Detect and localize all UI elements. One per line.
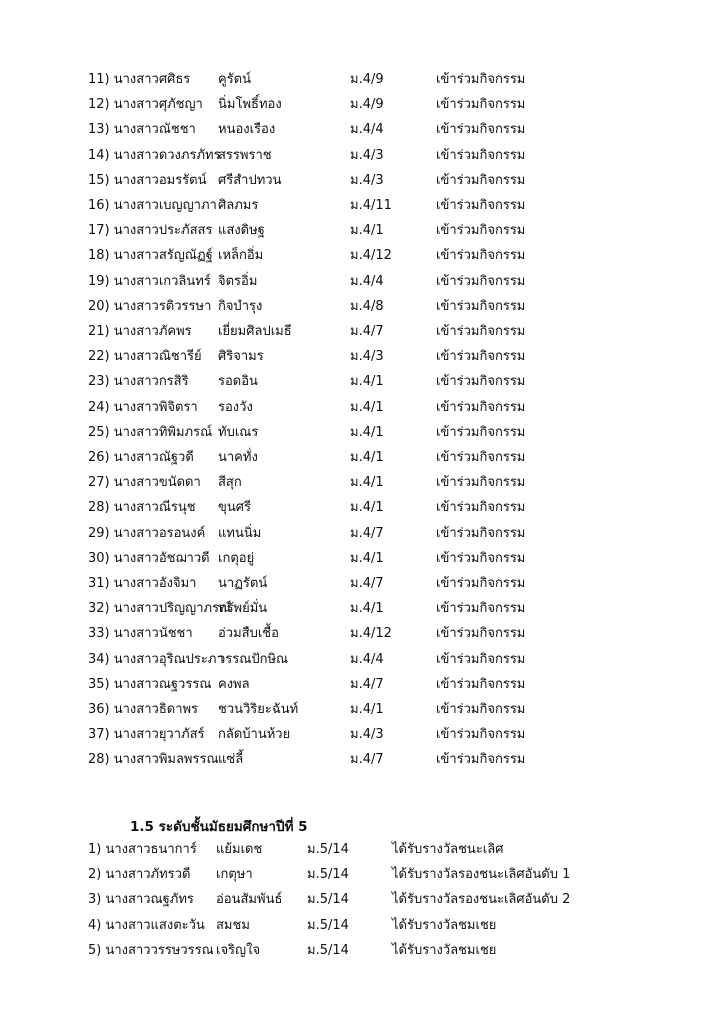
list-row [0,939,724,963]
row-result: เข้าร่วมกิจกรรม [436,399,526,415]
row-class: ม.4/7 [350,676,384,692]
row-number-name: 28) นางสาวพิมลพรรณ [88,752,219,768]
list-row [0,370,724,394]
list-row [0,496,724,520]
row-result: ได้รับรางวัลชมเชย [392,917,497,933]
list-row [0,270,724,294]
row-result: เข้าร่วมกิจกรรม [436,198,526,213]
row-result: เข้าร่วมกิจกรรม [436,147,526,163]
row-result: เข้าร่วมกิจกรรม [436,172,526,188]
list-row [0,421,724,445]
row-number-name: 15) นางสาวอมรรัตน์ [88,172,207,188]
row-surname: เกตุษา [216,867,253,883]
row-surname: ศิริจามร [218,349,264,365]
row-number-name: 31) นางสาวอังจิมา [88,576,197,591]
row-class: ม.4/1 [350,550,384,566]
row-result: เข้าร่วมกิจกรรม [436,122,526,138]
row-class: ม.4/12 [350,626,392,642]
list-row [0,723,724,747]
list-row [0,572,724,596]
list-row [0,838,724,862]
row-result: เข้าร่วมกิจกรรม [436,525,526,541]
row-class: ม.4/3 [350,727,384,743]
row-result: เข้าร่วมกิจกรรม [436,72,526,87]
row-number-name: 22) นางสาวณิชารีย์ [88,349,202,365]
row-number-name: 36) นางสาวธิดาพร [88,702,199,717]
list-row [0,748,724,772]
row-number-name: 1) นางสาวธนาการ์ [88,842,197,857]
list-row [0,522,724,546]
row-number-name: 4) นางสาวแสงตะวัน [88,917,205,933]
row-surname: เหล็กอิ่ม [218,248,264,264]
row-class: ม.4/4 [350,651,384,667]
row-number-name: 34) นางสาวอุริณประภา [88,651,224,667]
list-row [0,547,724,571]
row-surname: อ่วมสืบเชื้อ [218,626,279,642]
row-number-name: 27) นางสาวขนัดดา [88,475,201,491]
list-row [0,93,724,117]
row-surname: ชวนวิริยะฉันท์ [218,702,299,717]
list-row [0,396,724,420]
row-surname: จิตรอิ่ม [218,273,258,289]
row-number-name: 26) นางสาวณัฐวดี [88,450,194,465]
row-number-name: 32) นางสาวปริญญาภรณ์ [88,601,232,617]
row-number-name: 5) นางสาววรรษวรรณ [88,942,214,958]
row-class: ม.5/14 [307,867,349,883]
row-number-name: 21) นางสาวภัคพร [88,324,192,339]
row-surname: รองวัง [218,399,253,415]
row-class: ม.5/14 [307,942,349,958]
row-class: ม.4/11 [350,198,392,213]
row-result: ได้รับรางวัลชมเชย [392,942,497,958]
row-surname: คูรัตน์ [218,72,252,87]
row-number-name: 30) นางสาวอัชฌาวดี [88,550,210,566]
row-surname: กิจบำรุง [218,298,263,314]
row-surname: สีสุก [218,475,242,491]
row-class: ม.4/1 [350,374,384,390]
list-row [0,863,724,887]
row-surname: แทนนิ่ม [218,525,262,541]
row-class: ม.4/3 [350,147,384,163]
list-row [0,68,724,92]
list-row [0,118,724,142]
row-result: ได้รับรางวัลรองชนะเลิศอันดับ 2 [392,892,571,908]
row-surname: เกตุอยู่ [218,550,255,566]
row-class: ม.4/1 [350,223,384,239]
row-number-name: 20) นางสาวรติวรรษา [88,298,212,314]
row-number-name: 28) นางสาวณีรนุช [88,500,196,516]
row-result: เข้าร่วมกิจกรรม [436,97,526,113]
row-class: ม.4/7 [350,576,384,591]
row-class: ม.4/9 [350,72,384,87]
row-number-name: 23) นางสาวกรสิริ [88,374,189,390]
list-row [0,622,724,646]
row-result: เข้าร่วมกิจกรรม [436,676,526,692]
row-number-name: 37) นางสาวยุวาภัสร์ [88,727,205,743]
row-result: เข้าร่วมกิจกรรม [436,601,526,617]
row-surname: นิ่มโพธิ์ทอง [218,97,282,113]
row-class: ม.4/1 [350,702,384,717]
row-number-name: 16) นางสาวเบญญาภา [88,198,217,213]
row-result: เข้าร่วมกิจกรรม [436,374,526,390]
row-surname: แสงดิษฐ [218,223,265,239]
row-result: ได้รับรางวัลชนะเลิศ [392,842,504,857]
row-class: ม.4/1 [350,450,384,465]
row-result: เข้าร่วมกิจกรรม [436,223,526,239]
row-surname: ขุนศรี [218,500,252,516]
row-class: ม.5/14 [307,842,349,857]
row-result: เข้าร่วมกิจกรรม [436,752,526,768]
row-surname: ศิลภมร [218,198,259,213]
list-row [0,295,724,319]
row-number-name: 18) นางสาวสรัญณัฏฐ์ [88,248,213,264]
row-number-name: 11) นางสาวศศิธร [88,72,191,87]
row-class: ม.4/1 [350,500,384,516]
list-row [0,648,724,672]
row-result: เข้าร่วมกิจกรรม [436,248,526,264]
list-row [0,698,724,722]
list-row [0,888,724,912]
list-row [0,345,724,369]
row-result: เข้าร่วมกิจกรรม [436,550,526,566]
row-class: ม.4/3 [350,172,384,188]
section-heading: 1.5 ระดับชั้นมัธยมศึกษาปีที่ 5 [130,819,308,835]
row-number-name: 29) นางสาวอรอนงค์ [88,525,206,541]
row-result: ได้รับรางวัลรองชนะเลิศอันดับ 1 [392,867,571,883]
row-class: ม.4/4 [350,273,384,289]
row-surname: แย้มเดช [216,842,263,857]
row-number-name: 3) นางสาวณฐภัทร [88,892,194,908]
row-surname: หนองเรือง [218,122,276,138]
row-number-name: 33) นางสาวนัชชา [88,626,193,642]
row-number-name: 2) นางสาวภัทรวดี [88,867,191,883]
row-number-name: 25) นางสาวทิพิมภรณ์ [88,424,213,440]
row-surname: ทรัพย์มั่น [218,601,268,617]
row-surname: เยี่ยมศิลปเมธี [218,324,292,339]
row-class: ม.4/7 [350,525,384,541]
row-class: ม.4/1 [350,475,384,491]
row-class: ม.4/8 [350,298,384,314]
row-result: เข้าร่วมกิจกรรม [436,298,526,314]
list-row [0,169,724,193]
row-class: ม.4/9 [350,97,384,113]
row-result: เข้าร่วมกิจกรรม [436,576,526,591]
row-number-name: 12) นางสาวศุภัชญา [88,97,203,113]
list-row [0,194,724,218]
row-result: เข้าร่วมกิจกรรม [436,424,526,440]
row-result: เข้าร่วมกิจกรรม [436,500,526,516]
row-number-name: 13) นางสาวณัชชา [88,122,196,138]
row-result: เข้าร่วมกิจกรรม [436,349,526,365]
list-row [0,597,724,621]
row-surname: สรรพราช [218,147,272,163]
row-result: เข้าร่วมกิจกรรม [436,702,526,717]
row-class: ม.4/7 [350,752,384,768]
row-number-name: 24) นางสาวพิจิตรา [88,399,198,415]
list-row [0,446,724,470]
row-result: เข้าร่วมกิจกรรม [436,727,526,743]
row-surname: แซ่ลี้ [218,752,244,768]
row-class: ม.4/3 [350,349,384,365]
row-surname: คงพล [218,676,250,692]
row-class: ม.5/14 [307,892,349,908]
row-surname: เจริญใจ [216,942,261,958]
row-result: เข้าร่วมกิจกรรม [436,651,526,667]
list-row [0,219,724,243]
row-class: ม.5/14 [307,917,349,933]
row-class: ม.4/1 [350,601,384,617]
row-class: ม.4/7 [350,324,384,339]
row-surname: นาฏรัตน์ [218,576,268,591]
row-number-name: 14) นางสาวดวงภรภัทร [88,147,221,163]
row-surname: วรรณปักษิณ [218,651,289,667]
list-row [0,673,724,697]
row-surname: ศรีสำปทวน [218,172,282,188]
row-surname: รอดอิน [218,374,258,390]
row-number-name: 35) นางสาวณฐวรรณ [88,676,212,692]
list-row [0,244,724,268]
row-number-name: 19) นางสาวเกวลินทร์ [88,273,211,289]
row-result: เข้าร่วมกิจกรรม [436,273,526,289]
row-result: เข้าร่วมกิจกรรม [436,324,526,339]
list-row [0,144,724,168]
row-result: เข้าร่วมกิจกรรม [436,475,526,491]
row-surname: ทับเณร [218,424,259,440]
row-surname: อ่อนสัมพันธ์ [216,892,283,908]
list-row [0,914,724,938]
row-class: ม.4/12 [350,248,392,264]
list-row [0,320,724,344]
row-class: ม.4/4 [350,122,384,138]
row-number-name: 17) นางสาวประภัสสร [88,223,213,239]
row-class: ม.4/1 [350,424,384,440]
row-surname: สมชม [216,917,250,933]
row-result: เข้าร่วมกิจกรรม [436,450,526,465]
row-surname: กลัดบ้านห้วย [218,727,291,743]
list-row [0,471,724,495]
row-class: ม.4/1 [350,399,384,415]
row-result: เข้าร่วมกิจกรรม [436,626,526,642]
row-surname: นาคทั่ง [218,450,258,465]
